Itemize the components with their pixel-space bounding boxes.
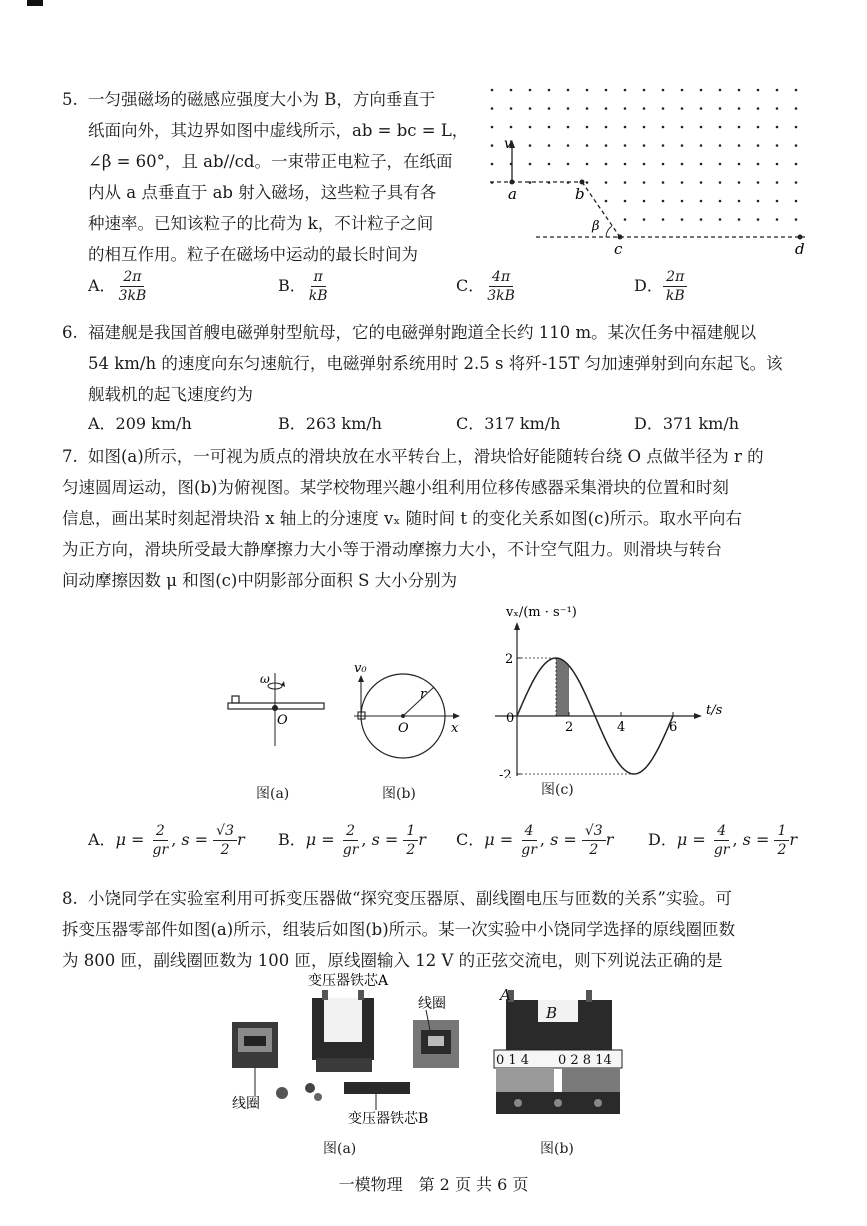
question-number: 5. <box>62 90 78 109</box>
field-dot <box>529 163 532 166</box>
q8-fig-b-caption: 图(b) <box>540 1141 574 1157</box>
question-7 <box>62 441 832 596</box>
q7-line: 为正方向，滑块所受最大静摩擦力大小等于滑动摩擦力大小，不计空气阻力。则滑块与转台 <box>62 540 722 559</box>
q7-option-a[interactable]: A．μ = $\frac{2}{gr}$ , s = $\frac{√3}{2}$ r <box>88 823 245 858</box>
question-8 <box>62 883 832 976</box>
q6-line: 舰载机的起飞速度约为 <box>88 385 253 404</box>
chart-origin: 0 <box>506 711 515 726</box>
x-tick-label: 6 <box>669 720 678 735</box>
field-dot <box>700 126 703 129</box>
q8-line: 8. 小饶同学在实验室利用可拆变压器做“探究变压器原、副线圈电压与匝数的关系”实验。可 <box>62 883 832 914</box>
field-dot <box>643 89 646 92</box>
field-dot <box>776 181 779 184</box>
fraction: $\frac{\pi}{kB}$ <box>308 269 328 304</box>
field-dot <box>795 126 798 129</box>
field-dot <box>548 89 551 92</box>
q6-option-a[interactable]: A．209 km/h <box>88 414 192 433</box>
field-dot <box>567 89 570 92</box>
field-dots <box>491 89 798 221</box>
label-O: O <box>277 713 288 728</box>
field-dot <box>795 144 798 147</box>
field-dot <box>719 200 722 203</box>
field-dot <box>605 107 608 110</box>
field-dot <box>738 126 741 129</box>
q7-fig-c-caption: 图(c) <box>541 782 574 798</box>
field-dot <box>776 89 779 92</box>
field-dot <box>491 163 494 166</box>
field-dot <box>529 107 532 110</box>
field-dot <box>586 163 589 166</box>
field-dot <box>643 181 646 184</box>
q6-options <box>88 413 808 435</box>
field-dot <box>643 144 646 147</box>
question-number: 6. <box>62 323 78 342</box>
field-dot <box>738 200 741 203</box>
field-dot <box>624 89 627 92</box>
field-dot <box>605 126 608 129</box>
field-dot <box>548 163 551 166</box>
page-footer: 一模物理 第 2 页 共 6 页 <box>338 1175 529 1194</box>
field-dot <box>738 181 741 184</box>
field-dot <box>491 89 494 92</box>
q5-line: 5. 一匀强磁场的磁感应强度大小为 B，方向垂直于 <box>62 84 482 115</box>
y-tick-label: 2 <box>505 652 514 667</box>
fraction: $\frac{1}{2}$ <box>774 822 789 859</box>
field-dot <box>643 218 646 221</box>
field-dot <box>719 89 722 92</box>
field-dot <box>491 144 494 147</box>
fraction: $\frac{2}{gr}$ <box>342 823 359 858</box>
q7-option-b[interactable]: B．μ = $\frac{2}{gr}$ , s = $\frac{1}{2}$ r <box>278 823 426 858</box>
field-dot <box>757 89 760 92</box>
field-dot <box>757 200 760 203</box>
q5-line: 内从 a 点垂直于 ab 射入磁场，这些粒子具有各 <box>88 183 437 202</box>
q8-figure-a-photo <box>220 970 480 1130</box>
label-A: A <box>500 986 511 1004</box>
field-dot <box>662 218 665 221</box>
field-dot <box>624 144 627 147</box>
fraction: $\frac{1}{2}$ <box>403 822 418 859</box>
field-dot <box>643 163 646 166</box>
label-beta: β <box>592 219 600 234</box>
field-dot <box>757 181 760 184</box>
q5-option-d[interactable]: D． $\frac{2\pi}{kB}$ <box>634 268 688 305</box>
label-r: r <box>420 687 427 702</box>
field-dot <box>776 126 779 129</box>
field-dot <box>738 107 741 110</box>
field-dot <box>586 107 589 110</box>
q5-line: 纸面向外，其边界如图中虚线所示，ab = bc = L， <box>88 121 469 140</box>
field-dot <box>491 107 494 110</box>
field-dot <box>605 163 608 166</box>
field-dot <box>700 107 703 110</box>
field-dot <box>529 89 532 92</box>
label-x: x <box>451 721 459 736</box>
fraction: $\frac{2\pi}{kB}$ <box>663 268 688 305</box>
field-dot <box>719 107 722 110</box>
field-dot <box>719 218 722 221</box>
label-coil-right: 线圈 <box>418 996 446 1012</box>
field-dot <box>757 126 760 129</box>
field-dot <box>624 200 627 203</box>
fraction: $\frac{4\pi}{3kB}$ <box>487 269 515 304</box>
field-dot <box>643 126 646 129</box>
field-dot <box>605 144 608 147</box>
field-dot <box>662 89 665 92</box>
field-dot <box>681 144 684 147</box>
scale-left: 0 1 4 <box>496 1053 530 1068</box>
q5-option-b[interactable]: B． $\frac{\pi}{kB}$ <box>278 268 331 305</box>
q5-line: ∠β = 60°，且 ab//cd。一束带正电粒子，在纸面 <box>88 152 453 171</box>
field-dot <box>681 200 684 203</box>
label-core-b: 变压器铁芯B <box>348 1111 429 1127</box>
field-dot <box>738 163 741 166</box>
field-dot <box>757 144 760 147</box>
field-dot <box>700 181 703 184</box>
q7-figure-a <box>220 668 332 748</box>
field-dot <box>719 144 722 147</box>
field-dot <box>681 89 684 92</box>
field-dot <box>795 107 798 110</box>
field-dot <box>510 107 513 110</box>
field-dot <box>624 218 627 221</box>
q6-line: 54 km/h 的速度向东匀速航行，电磁弹射系统用时 2.5 s 将歼-15T 匀加速弹射到向东起飞。该 <box>88 354 783 373</box>
q7-fig-b-caption: 图(b) <box>382 786 416 802</box>
field-dot <box>567 163 570 166</box>
field-dot <box>681 107 684 110</box>
fraction: $\frac{4}{gr}$ <box>713 823 730 858</box>
field-dot <box>529 126 532 129</box>
field-dot <box>548 144 551 147</box>
field-dot <box>681 218 684 221</box>
x-tick-label: 2 <box>565 720 574 735</box>
field-dot <box>643 200 646 203</box>
shaded-area <box>556 658 569 716</box>
label-b: b <box>575 185 585 203</box>
label-a: a <box>508 185 517 203</box>
q5-line: 种速率。已知该粒子的比荷为 k，不计粒子之间 <box>88 214 434 233</box>
q6-option-c[interactable]: C．317 km/h <box>456 414 561 433</box>
field-dot <box>605 200 608 203</box>
field-dot <box>586 89 589 92</box>
fraction: $\frac{√3}{2}$ <box>582 822 606 859</box>
field-dot <box>624 163 627 166</box>
field-dot <box>681 163 684 166</box>
q7-line: 信息，画出某时刻起滑块沿 x 轴上的分速度 vₓ 随时间 t 的变化关系如图(c)所示。取水平向右 <box>62 509 742 528</box>
field-dot <box>548 107 551 110</box>
q8-line: 为 800 匝，副线圈匝数为 100 匝，原线圈输入 12 V 的正弦交流电，则下列说法正确的是 <box>62 951 723 970</box>
field-dot <box>605 181 608 184</box>
field-dot <box>700 144 703 147</box>
field-dot <box>510 126 513 129</box>
field-dot <box>719 181 722 184</box>
q7-option-d[interactable]: D．μ = $\frac{4}{gr}$ , s = $\frac{1}{2}$ r <box>648 823 798 858</box>
question-5 <box>62 84 482 270</box>
y-tick-label: -2 <box>499 768 512 778</box>
q7-line: 间动摩擦因数 μ 和图(c)中阴影部分面积 S 大小分别为 <box>62 571 458 590</box>
chart-ylabel: vₓ/(m · s⁻¹) <box>506 605 577 620</box>
field-dot <box>776 144 779 147</box>
field-dot <box>795 89 798 92</box>
field-dot <box>795 218 798 221</box>
field-dot <box>548 126 551 129</box>
fraction: $\frac{4}{gr}$ <box>521 823 537 858</box>
chart-xlabel: t/s <box>706 703 723 718</box>
scale-right: 0 2 8 14 <box>558 1053 612 1068</box>
q7-figure-c-chart <box>480 596 740 778</box>
fraction: $\frac{2\pi}{3kB}$ <box>118 269 147 304</box>
q8-fig-a-caption: 图(a) <box>323 1141 357 1157</box>
field-dot <box>738 218 741 221</box>
field-dot <box>795 181 798 184</box>
q8-line: 拆变压器零部件如图(a)所示，组装后如图(b)所示。某一次实验中小饶同学选择的原线圈匝数 <box>62 920 736 939</box>
field-dot <box>567 144 570 147</box>
field-dot <box>643 107 646 110</box>
field-dot <box>662 163 665 166</box>
field-dot <box>681 126 684 129</box>
q7-options <box>88 822 808 868</box>
q5-magnetic-field-figure <box>480 80 820 260</box>
field-dot <box>567 107 570 110</box>
field-dot <box>776 163 779 166</box>
label-coil-left: 线圈 <box>232 1096 260 1112</box>
field-dot <box>662 107 665 110</box>
label-core-a: 变压器铁芯A <box>308 973 389 989</box>
label-c: c <box>614 240 623 258</box>
field-dot <box>662 200 665 203</box>
q5-option-a[interactable]: A． $\frac{2\pi}{3kB}$ <box>88 268 149 305</box>
field-dot <box>662 144 665 147</box>
label-omega: ω <box>260 672 270 686</box>
corner-mark <box>27 0 43 6</box>
field-dot <box>529 144 532 147</box>
q7-figure-b <box>350 650 470 780</box>
field-dot <box>624 181 627 184</box>
q5-options <box>88 268 808 312</box>
field-dot <box>719 126 722 129</box>
field-dot <box>624 107 627 110</box>
field-dot <box>795 163 798 166</box>
field-dot <box>624 126 627 129</box>
question-6 <box>62 317 832 410</box>
q5-option-c[interactable]: C． $\frac{4\pi}{3kB}$ <box>456 268 518 305</box>
field-dot <box>567 126 570 129</box>
field-dot <box>700 200 703 203</box>
field-dot <box>605 89 608 92</box>
label-B: B <box>546 1004 558 1022</box>
question-number: 7. <box>62 447 78 466</box>
label-v: v <box>504 136 512 152</box>
field-dot <box>491 126 494 129</box>
field-dot <box>529 181 532 184</box>
field-dot <box>586 144 589 147</box>
field-dot <box>700 89 703 92</box>
q5-line: 的相互作用。粒子在磁场中运动的最长时间为 <box>88 245 418 264</box>
q7-line: 7. 如图(a)所示，一可视为质点的滑块放在水平转台上，滑块恰好能随转台绕 O 点做半径为 r 的 <box>62 441 832 472</box>
field-dot <box>662 181 665 184</box>
field-dot <box>738 89 741 92</box>
field-dot <box>586 181 589 184</box>
label-O: O <box>398 721 409 736</box>
field-dot <box>681 181 684 184</box>
q7-line: 匀速圆周运动，图(b)为俯视图。某学校物理兴趣小组利用位移传感器采集滑块的位置和时刻 <box>62 478 729 497</box>
x-tick-label: 4 <box>617 720 626 735</box>
field-dot <box>510 89 513 92</box>
field-dot <box>700 163 703 166</box>
fraction: $\frac{2}{gr}$ <box>152 823 169 858</box>
field-dot <box>738 144 741 147</box>
q8-figure-b-photo <box>488 982 638 1117</box>
field-dot <box>757 218 760 221</box>
label-d: d <box>795 240 805 258</box>
q6-option-b[interactable]: B．263 km/h <box>278 414 382 433</box>
label-v0: v₀ <box>354 661 367 676</box>
field-dot <box>757 163 760 166</box>
field-dot <box>776 200 779 203</box>
q7-fig-a-caption: 图(a) <box>256 786 290 802</box>
field-dot <box>586 126 589 129</box>
q6-option-d[interactable]: D．371 km/h <box>634 414 740 433</box>
fraction: $\frac{√3}{2}$ <box>213 822 237 859</box>
field-dot <box>719 163 722 166</box>
field-dot <box>795 200 798 203</box>
field-dot <box>776 218 779 221</box>
field-dot <box>776 107 779 110</box>
field-dot <box>700 218 703 221</box>
field-dot <box>662 126 665 129</box>
question-number: 8. <box>62 889 78 908</box>
field-dot <box>757 107 760 110</box>
q7-option-c[interactable]: C．μ = $\frac{4}{gr}$ , s = $\frac{√3}{2}$ r <box>456 823 614 858</box>
q6-line: 6. 福建舰是我国首艘电磁弹射型航母，它的电磁弹射跑道全长约 110 m。某次任务中福建舰以 <box>62 317 832 348</box>
